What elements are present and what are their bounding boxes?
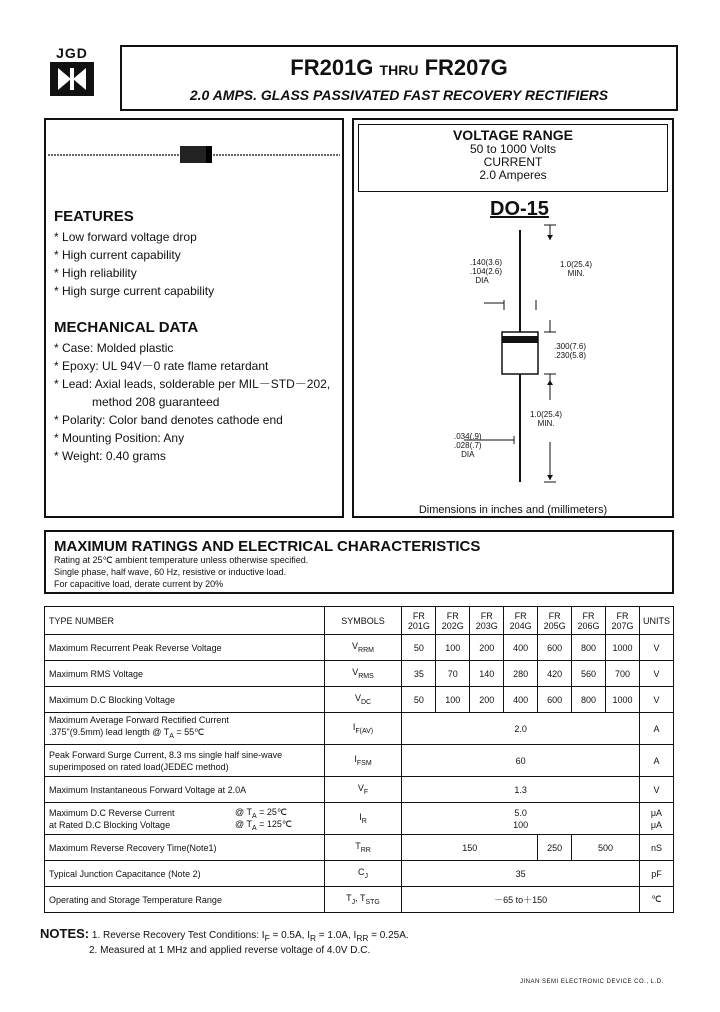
table-row [45,687,674,713]
symbol-main: T [346,893,352,904]
voltage-range-title: VOLTAGE RANGE [452,127,574,143]
ratings-note: Single phase, half wave, 60 Hz, resistive or inductive load. [54,567,287,577]
table-row [45,803,674,835]
body-length-dim [554,342,586,360]
dim-text: 1.0(25.4) [530,410,563,419]
page-subtitle: 2.0 AMPS. GLASS PASSIVATED FAST RECOVERY RECTIFIERS [189,87,609,103]
value-cell: 420 [538,661,572,687]
param-symbol [324,887,402,913]
spec-table [44,606,674,913]
part-prefix: FR [548,610,561,621]
param-symbol [324,835,402,861]
value-cell: 60 [402,745,640,777]
param-symbol [324,861,402,887]
dim-text: DIA [461,450,475,459]
ratings-note: Rating at 25℃ ambient temperature unless otherwise specified. [54,555,309,565]
notes-section [40,926,409,956]
symbol-sub: STG [365,898,380,906]
mechanical-list [54,339,330,465]
part-suffix: 203G [475,620,498,631]
title-thru: THRU [379,62,419,78]
features-panel [44,118,344,518]
part-prefix: FR [446,610,459,621]
notes-label: NOTES: [40,926,90,941]
part-suffix: 206G [577,620,600,631]
label-line: Peak Forward Surge Current, 8.3 ms single half sine-wave [49,749,283,760]
unit-line: μA [650,819,663,830]
part-suffix: 201G [407,620,430,631]
value-cell: 1000 [605,635,639,661]
note-part: = 0.5A, I [269,930,310,941]
top-lead-length-dim [560,260,592,278]
table-row [45,777,674,803]
value-cell: 800 [572,687,606,713]
param-label [45,713,325,745]
condition-line [235,818,292,835]
label-line: at Rated D.C Blocking Voltage [49,819,171,830]
param-label: Maximum Recurrent Peak Reverse Voltage [45,635,325,661]
table-row [45,835,674,861]
param-symbol [324,687,402,713]
unit-cell: V [639,661,673,687]
note-sub: RR [356,933,369,943]
note-sub: F [264,933,270,943]
mechanical-item: method 208 guaranteed [92,395,220,409]
value-cell: 200 [470,635,504,661]
param-label [45,803,325,835]
symbol-sub: RR [360,846,371,854]
package-outline-drawing [354,120,672,516]
label-line: Maximum D.C Reverse Current [49,807,175,818]
header-part [436,607,470,635]
symbol-sub: RMS [358,672,374,680]
symbol-sub: FSM [356,759,372,767]
value-cell: 100 [436,635,470,661]
part-prefix: FR [514,610,527,621]
ratings-note: For capacitive load, derate current by 20% [54,579,224,589]
value-cell: 400 [504,687,538,713]
mechanical-item: * Lead: Axial leads, solderable per MIL－STD－202, [54,375,330,393]
part-prefix: FR [480,610,493,621]
feature-item: * High surge current capability [54,282,214,300]
part-prefix: FR [582,610,595,621]
features-heading: FEATURES [54,208,134,225]
cond-part: = 25℃ [256,807,288,817]
table-row [45,713,674,745]
symbol-sub: DC [360,698,372,706]
value-cell: 1000 [605,687,639,713]
note-line: 2. Measured at 1 MHz and applied reverse voltage of 4.0V D.C. [89,945,371,956]
value-cell: 35 [402,661,436,687]
table-row [45,861,674,887]
value-cell: 150 [402,835,538,861]
package-name: DO-15 [490,198,549,220]
feature-item: * High current capability [54,246,214,264]
symbol-sub: J [351,898,356,906]
symbol-sub: F(AV) [355,727,374,735]
symbol-sub: J [364,872,368,880]
param-symbol [324,661,402,687]
value-cell [402,803,640,835]
dim-text: .140(3.6) [469,258,502,267]
header-part [402,607,436,635]
company-footer: JINAN SEMI ELECTRONIC DEVICE CO., L.D. [520,979,664,985]
feature-item: * Low forward voltage drop [54,228,214,246]
unit-cell: V [639,777,673,803]
symbol-sub: RRM [358,646,374,654]
param-label: Typical Junction Capacitance (Note 2) [45,861,325,887]
header-units: UNITS [639,607,673,635]
unit-line: μA [650,807,663,818]
cond-part: @ T [235,807,252,817]
dim-text: 1.0(25.4) [560,260,593,269]
value-cell: 140 [470,661,504,687]
value-cell: 560 [572,661,606,687]
header-part [504,607,538,635]
note-part: = 0.25A. [368,930,409,941]
part-prefix: FR [412,610,425,621]
param-symbol [324,745,402,777]
dim-text: DIA [475,276,489,285]
header-type-number: TYPE NUMBER [45,607,325,635]
mechanical-item: * Case: Molded plastic [54,339,330,357]
logo-diode-mark [50,62,94,96]
header-part [605,607,639,635]
value-cell: 600 [538,687,572,713]
dim-text: MIN. [567,269,585,278]
param-label: Maximum RMS Voltage [45,661,325,687]
label-line [49,726,321,743]
symbol-main: I [354,754,357,765]
value-cell: 600 [538,635,572,661]
value-cell: 2.0 [402,713,640,745]
param-label: Maximum D.C Blocking Voltage [45,687,325,713]
part-suffix: 204G [509,620,532,631]
param-symbol [324,803,402,835]
body-diameter-dim [462,258,502,285]
value-cell: －65 to＋150 [402,887,640,913]
table-row [45,635,674,661]
value-cell: 50 [402,635,436,661]
unit-cell [639,803,673,835]
mechanical-item: * Weight: 0.40 grams [54,447,330,465]
param-label: Operating and Storage Temperature Range [45,887,325,913]
cond-part: = 125℃ [256,819,293,829]
header-part [572,607,606,635]
ratings-title: MAXIMUM RATINGS AND ELECTRICAL CHARACTERISTICS [54,538,481,555]
unit-cell: pF [639,861,673,887]
cond-sub: A [251,812,257,820]
param-label: Maximum Reverse Recovery Time(Note1) [45,835,325,861]
label-line: superimposed on rated load(JEDEC method) [49,761,229,772]
unit-cell: A [639,713,673,745]
symbol-main: V [357,783,364,794]
table-header-row [45,607,674,635]
table-row [45,745,674,777]
dim-text: .034(.9) [454,432,482,441]
label-part: = 55℃ [173,727,205,738]
package-panel [352,118,674,518]
diode-drawing [46,140,342,170]
symbol-main: T [355,841,361,852]
lead-diameter-dim [454,432,482,459]
symbol-main: , T [355,893,366,904]
part-suffix: 207G [611,620,634,631]
part-prefix: FR [616,610,629,621]
dimensions-caption: Dimensions in inches and (millimeters) [418,504,608,516]
dim-text: MIN. [537,419,555,428]
symbol-sub: R [361,817,367,825]
value-cell: 50 [402,687,436,713]
symbol-main: V [354,693,361,704]
value-cell: 800 [572,635,606,661]
mechanical-item: * Polarity: Color band denotes cathode end [54,411,330,429]
symbol-main: I [359,812,362,823]
header-title-box [120,45,678,111]
current-label: CURRENT [483,155,543,169]
dim-text: .230(5.8) [554,351,587,360]
title-part2: FR207G [424,55,508,80]
value-cell: 35 [402,861,640,887]
note-part: = 1.0A, I [316,930,357,941]
unit-cell: nS [639,835,673,861]
mechanical-heading: MECHANICAL DATA [54,319,199,336]
value-cell: 250 [538,835,572,861]
header-part [538,607,572,635]
note-line [40,926,409,943]
mechanical-item: * Mounting Position: Any [54,429,330,447]
unit-cell: A [639,745,673,777]
value-cell: 700 [605,661,639,687]
dim-text: .104(2.6) [469,267,502,276]
label-part: .375"(9.5mm) lead length @ T [49,727,170,738]
value-cell: 100 [436,687,470,713]
part-suffix: 205G [543,620,566,631]
unit-cell: V [639,687,673,713]
unit-cell: V [639,635,673,661]
label-sub: A [169,732,174,740]
bottom-lead-length-dim [530,410,562,428]
value-cell: 500 [572,835,640,861]
param-label [45,745,325,777]
dim-text: .300(7.6) [554,342,587,351]
table-row [45,661,674,687]
unit-cell: ℃ [639,887,673,913]
features-list [54,228,214,300]
company-logo [44,45,100,101]
note-part: 1. Reverse Recovery Test Conditions: I [91,930,265,941]
table-row [45,887,674,913]
value-cell: 200 [470,687,504,713]
part-suffix: 202G [441,620,464,631]
symbol-sub: F [363,788,369,796]
header-symbols: SYMBOLS [324,607,402,635]
value-cell: 70 [436,661,470,687]
value-cell: 280 [504,661,538,687]
dim-text: .028(.7) [454,441,482,450]
param-label: Maximum Instantaneous Forward Voltage at 2.0A [45,777,325,803]
symbol-main: I [352,722,356,733]
ratings-header-box [44,530,674,594]
voltage-range-value: 50 to 1000 Volts [469,142,557,156]
value-cell: 400 [504,635,538,661]
label-line: Maximum Average Forward Rectified Current [49,715,229,726]
symbol-main: C [358,867,365,878]
param-symbol [324,713,402,745]
value-cell: 1.3 [402,777,640,803]
note-sub: R [309,933,316,943]
symbol-main: V [352,667,359,678]
mechanical-item: * Epoxy: UL 94V－0 rate flame retardant [54,357,330,375]
title-part1: FR201G [290,55,374,80]
header-part [470,607,504,635]
logo-text: JGD [56,45,88,61]
value-line: 5.0 [514,807,527,818]
symbol-main: V [352,641,359,652]
cond-part: @ T [235,819,252,829]
param-symbol [324,777,402,803]
current-value: 2.0 Amperes [479,168,547,182]
feature-item: * High reliability [54,264,214,282]
page-title [122,55,676,81]
param-symbol [324,635,402,661]
value-line: 100 [513,819,529,830]
cond-sub: A [251,824,257,832]
